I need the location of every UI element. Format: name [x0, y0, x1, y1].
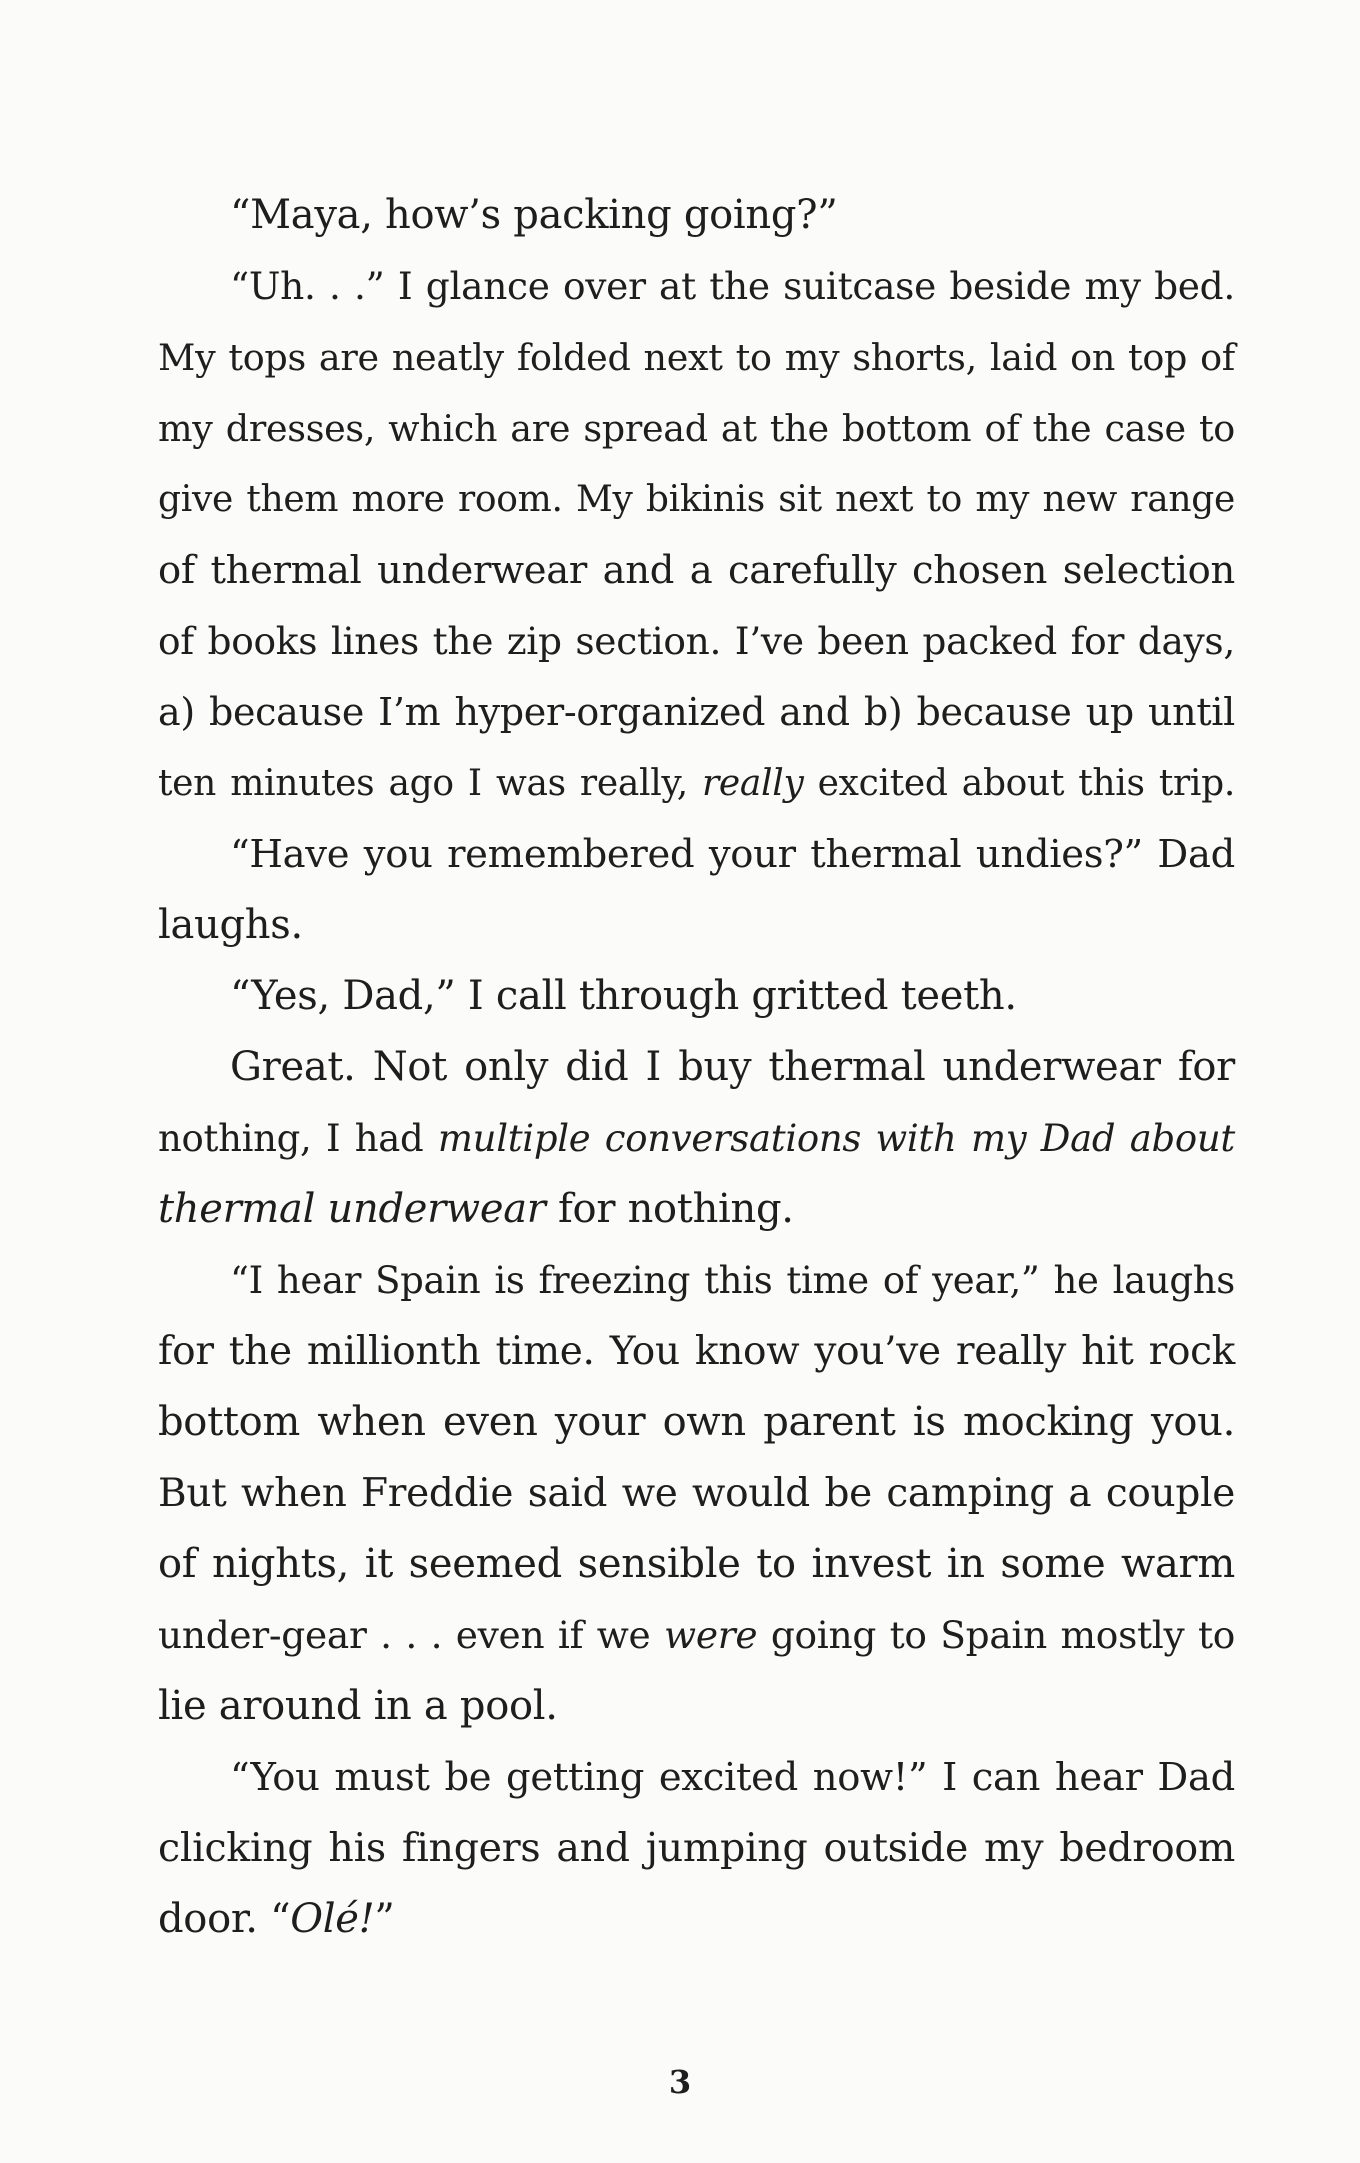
- line-text: “You must be getting excited now!” I can hear Dad: [230, 1755, 1235, 1800]
- text-line: [158, 1387, 1235, 1458]
- line-text: for nothing.: [545, 1186, 794, 1232]
- line-text: a) because I’m hyper-organized and b) because up until: [158, 690, 1235, 734]
- text-line: [158, 464, 1235, 535]
- text-line: [158, 1742, 1235, 1813]
- text-line: [158, 1458, 1235, 1529]
- text-line: [158, 1529, 1235, 1600]
- text-line: [158, 606, 1235, 677]
- line-text: under-gear . . . even if we: [158, 1613, 665, 1657]
- line-text: ”: [374, 1896, 395, 1942]
- text-line: [158, 1245, 1235, 1316]
- text-line: [158, 1813, 1235, 1884]
- line-text: going to Spain mostly to: [757, 1613, 1236, 1657]
- text-line: [158, 180, 1235, 251]
- line-text: clicking his fingers and jumping outside my bedroom: [158, 1825, 1235, 1871]
- text-line: [158, 322, 1235, 393]
- line-text: “I hear Spain is freezing this time of year,” he laughs: [230, 1259, 1235, 1302]
- text-line: [158, 1600, 1235, 1671]
- text-line: [158, 1174, 1235, 1245]
- text-line: [158, 1884, 1235, 1955]
- line-text: “Have you remembered your thermal undies?” Dad: [230, 832, 1235, 877]
- line-text: bottom when even your own parent is mocking you.: [158, 1399, 1235, 1445]
- text-line: [158, 1103, 1235, 1174]
- italic-text: were: [664, 1613, 758, 1657]
- italic-text: Olé!: [290, 1896, 375, 1942]
- text-line: [158, 251, 1235, 322]
- line-text: door. “: [158, 1896, 291, 1942]
- line-text: My tops are neatly folded next to my shorts, laid on top of: [158, 336, 1235, 379]
- line-text: lie around in a pool.: [158, 1683, 558, 1729]
- line-text: “Maya, how’s packing going?”: [230, 192, 838, 238]
- text-line: [158, 393, 1235, 464]
- line-text: my dresses, which are spread at the bottom of the case to: [158, 407, 1235, 450]
- italic-text: thermal underwear: [158, 1186, 546, 1232]
- body-text: [158, 180, 1235, 1955]
- line-text: for the millionth time. You know you’ve really hit rock: [158, 1329, 1235, 1374]
- text-line: [158, 1671, 1235, 1742]
- text-line: [158, 1316, 1235, 1387]
- text-line: [158, 961, 1235, 1032]
- line-text: laughs.: [158, 902, 303, 948]
- text-line: [158, 890, 1235, 961]
- text-line: [158, 1032, 1235, 1103]
- text-line: [158, 535, 1235, 606]
- text-line: [158, 748, 1235, 819]
- line-text: “Uh. . .” I glance over at the suitcase beside my bed.: [230, 264, 1235, 308]
- line-text: “Yes, Dad,” I call through gritted teeth.: [230, 973, 1017, 1019]
- line-text: But when Freddie said we would be camping a couple: [158, 1471, 1235, 1516]
- page-number: 3: [668, 2063, 692, 2101]
- line-text: nothing, I had: [158, 1117, 438, 1160]
- line-text: of books lines the zip section. I’ve been packed for days,: [158, 619, 1235, 663]
- line-text: of nights, it seemed sensible to invest in some warm: [158, 1541, 1235, 1587]
- text-line: [158, 677, 1235, 748]
- line-text: ten minutes ago I was really,: [158, 763, 702, 804]
- line-text: excited about this trip.: [803, 763, 1235, 804]
- text-line: [158, 819, 1235, 890]
- line-text: of thermal underwear and a carefully chosen selection: [158, 548, 1235, 593]
- italic-text: multiple conversations with my Dad about: [437, 1117, 1235, 1160]
- line-text: Great. Not only did I buy thermal underwear for: [230, 1044, 1235, 1090]
- italic-text: really: [701, 763, 804, 804]
- line-text: give them more room. My bikinis sit next to my new range: [158, 479, 1235, 520]
